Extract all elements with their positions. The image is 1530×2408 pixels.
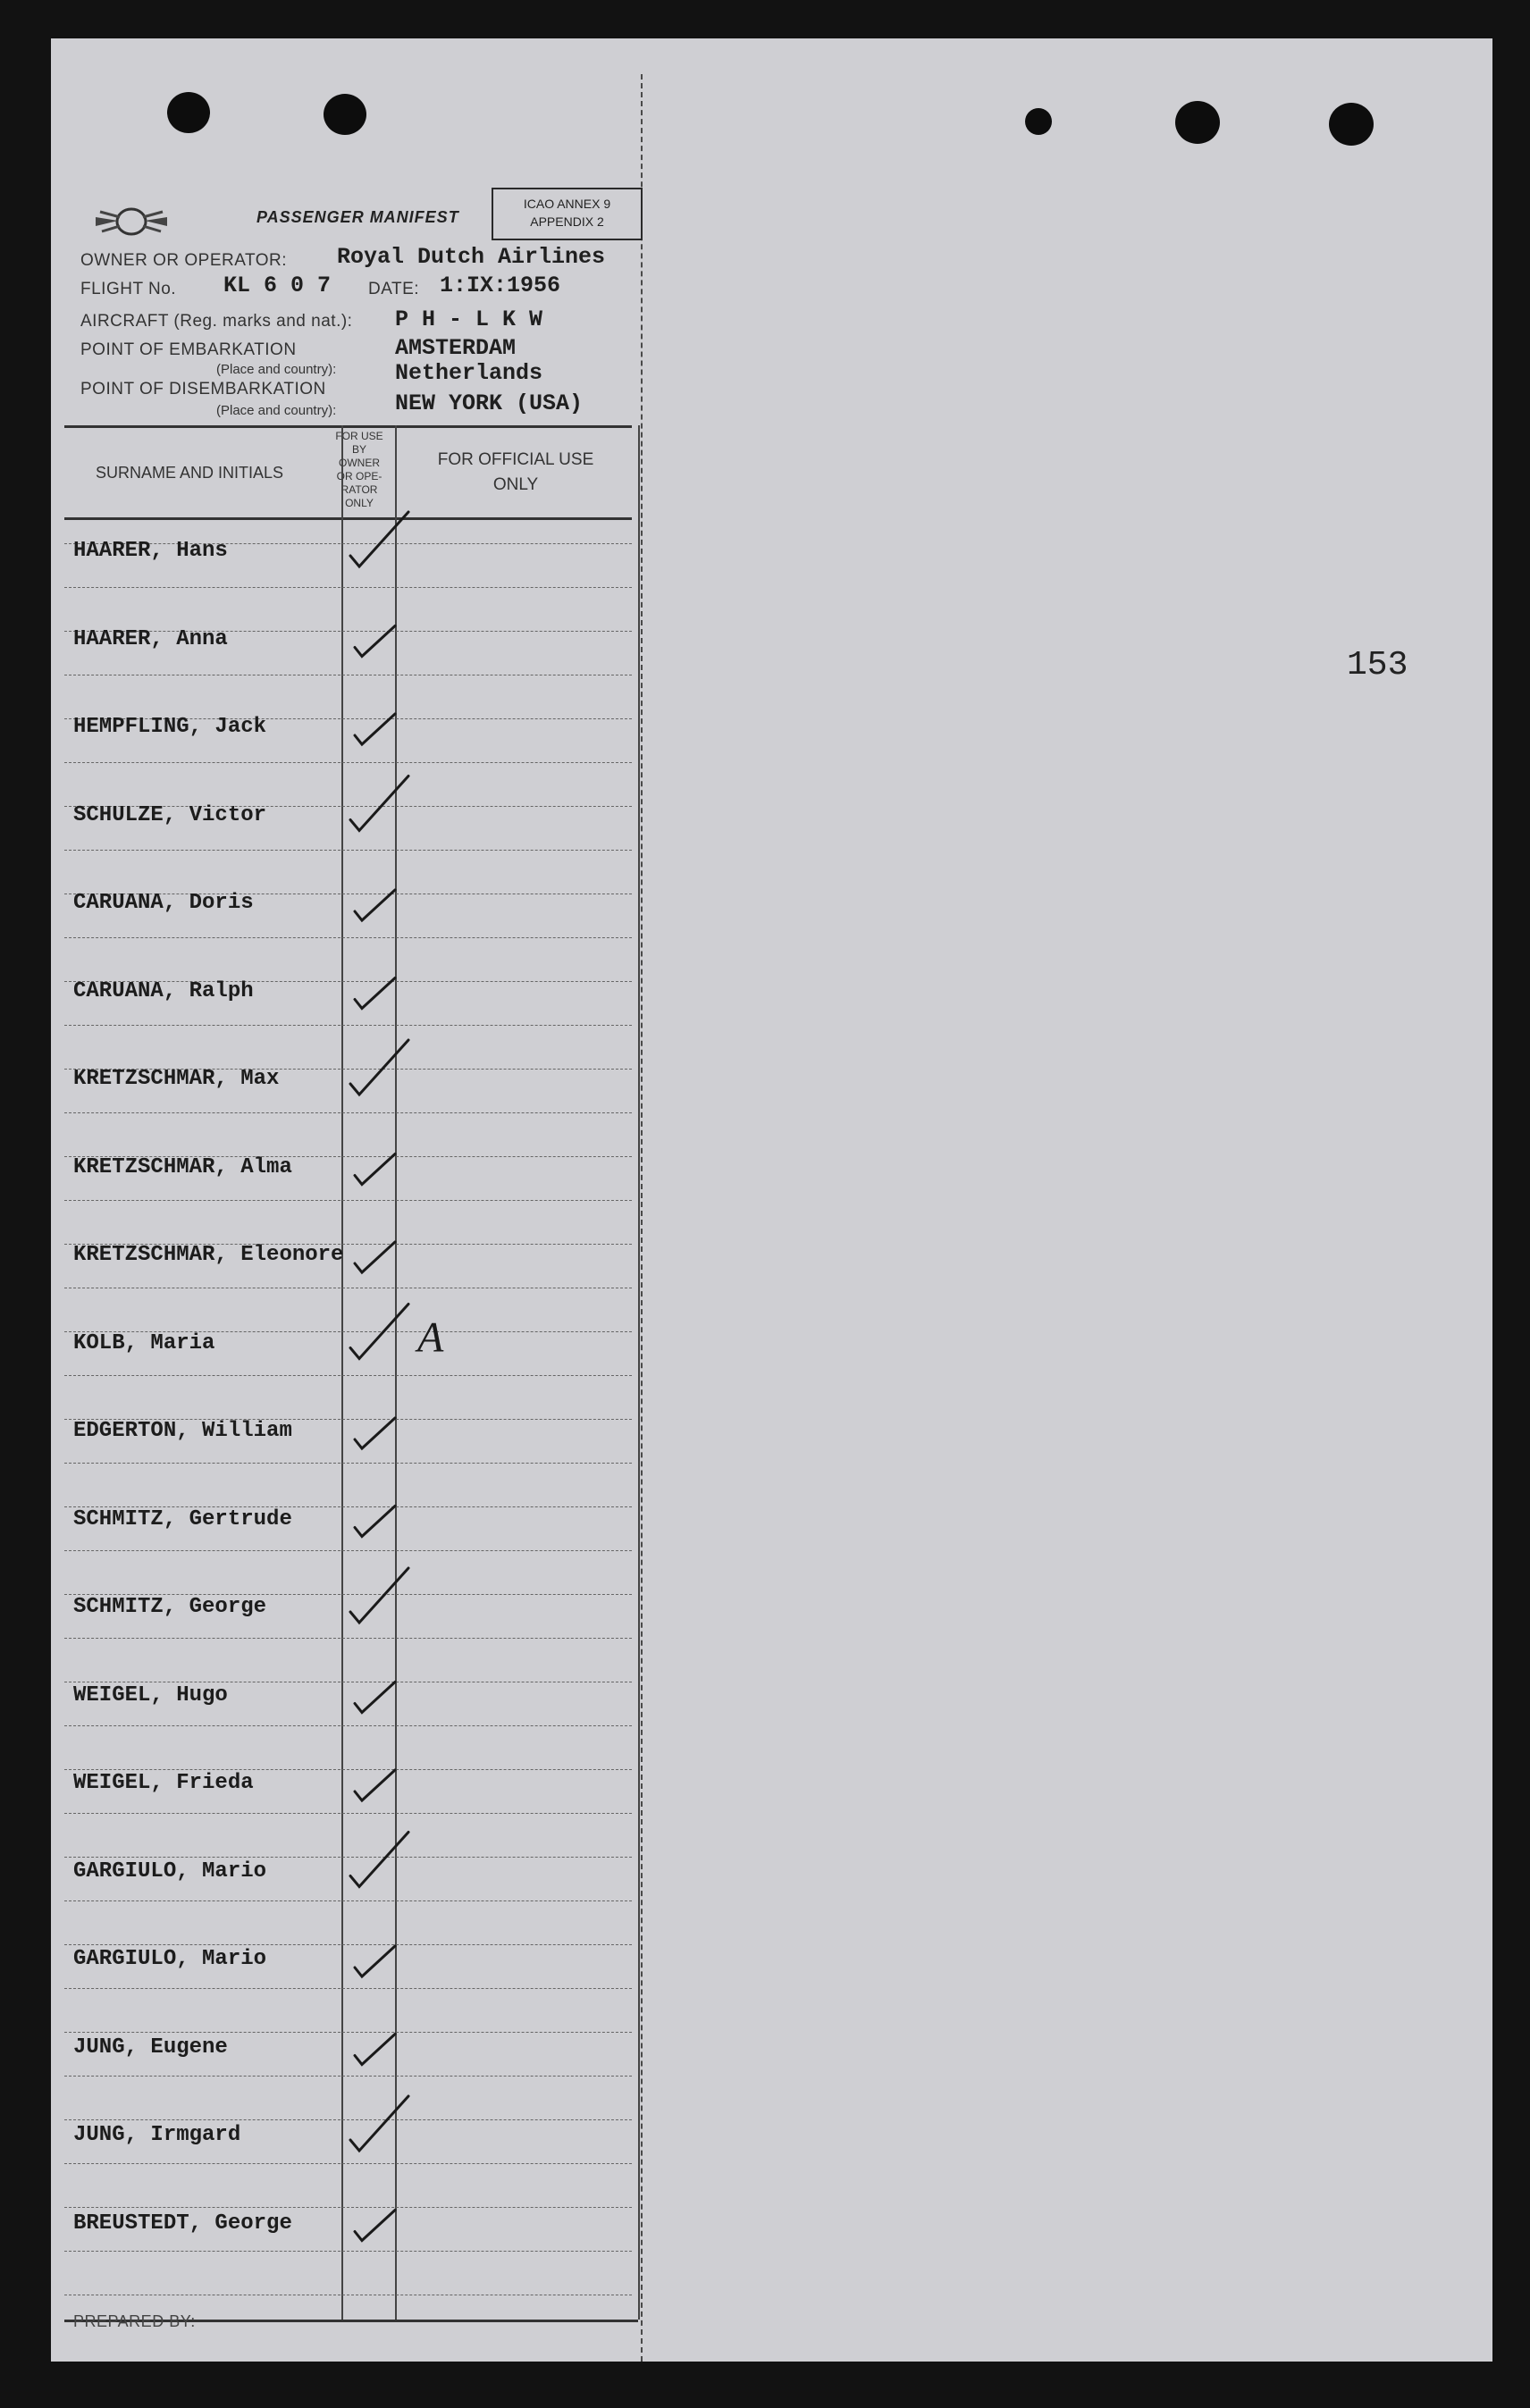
passenger-name: SCHULZE, Victor (73, 802, 267, 827)
passenger-name: KOLB, Maria (73, 1330, 215, 1355)
passenger-name: WEIGEL, Hugo (73, 1682, 228, 1707)
check-marks (51, 38, 1492, 2362)
passenger-name: BREUSTEDT, George (73, 2211, 292, 2236)
embarkation-country: Netherlands (395, 360, 543, 386)
embarkation-sub: (Place and country): (216, 362, 337, 377)
flight-label: FLIGHT No. (80, 280, 177, 298)
check-mark (355, 890, 395, 920)
official-mark: A (417, 1313, 444, 1362)
check-mark (355, 626, 395, 657)
check-mark (355, 1506, 395, 1537)
aircraft-label: AIRCRAFT (Reg. marks and nat.): (80, 312, 353, 331)
check-mark (355, 1682, 395, 1713)
check-mark (350, 776, 408, 831)
passenger-name: GARGIULO, Mario (73, 1858, 267, 1884)
passenger-name: SCHMITZ, Gertrude (73, 1506, 292, 1531)
manifest-sheet (51, 38, 1492, 2362)
check-mark (355, 714, 395, 744)
owner-value: Royal Dutch Airlines (337, 244, 606, 270)
column-official-use-line: ONLY (492, 475, 539, 494)
passenger-name: KRETZSCHMAR, Max (73, 1067, 280, 1091)
check-mark (350, 1833, 408, 1887)
check-mark (355, 1946, 395, 1976)
check-mark (350, 512, 408, 566)
owner-label: OWNER OR OPERATOR: (80, 251, 288, 270)
passenger-name: HAARER, Hans (73, 539, 228, 563)
embarkation-city: AMSTERDAM (395, 335, 517, 361)
column-owner-use-line: ONLY (345, 497, 374, 509)
passenger-name: WEIGEL, Frieda (73, 1771, 254, 1795)
flight-date: 1:IX:1956 (440, 273, 561, 298)
passenger-name: EDGERTON, William (73, 1419, 292, 1443)
flight-number: KL 6 0 7 (223, 273, 332, 298)
check-mark (355, 978, 395, 1009)
disembarkation-label: POINT OF DISEMBARKATION (80, 380, 326, 399)
passenger-name: CARUANA, Ralph (73, 978, 254, 1003)
check-mark (350, 1568, 408, 1623)
check-mark (350, 1305, 408, 1359)
check-mark (355, 2211, 395, 2241)
check-mark (355, 2035, 395, 2065)
check-mark (355, 1418, 395, 1448)
check-mark (355, 1770, 395, 1800)
passenger-name: JUNG, Irmgard (73, 2123, 241, 2147)
disembarkation-sub: (Place and country): (216, 403, 337, 418)
passenger-name: KRETZSCHMAR, Eleonore (73, 1243, 344, 1267)
passenger-name: HEMPFLING, Jack (73, 715, 267, 739)
icao-annex: ICAO ANNEX 9 (523, 197, 611, 211)
disembarkation-value: NEW YORK (USA) (395, 390, 584, 416)
passenger-name: SCHMITZ, George (73, 1595, 267, 1619)
check-mark (355, 1242, 395, 1272)
column-owner-use-line: OWNER (339, 457, 380, 469)
check-mark (355, 1154, 395, 1185)
embarkation-label: POINT OF EMBARKATION (80, 340, 297, 359)
check-mark (350, 2096, 408, 2151)
passenger-name: JUNG, Eugene (73, 2035, 228, 2060)
column-official-use-line: FOR OFFICIAL USE (437, 450, 594, 469)
column-surname: SURNAME AND INITIALS (95, 464, 284, 482)
column-owner-use-line: OR OPE- (336, 470, 382, 482)
column-owner-use-line: FOR USE (335, 430, 383, 442)
column-owner-use-line: RATOR (340, 483, 378, 496)
passenger-name: HAARER, Anna (73, 626, 228, 651)
passenger-name: KRETZSCHMAR, Alma (73, 1154, 292, 1179)
passenger-name: GARGIULO, Mario (73, 1947, 267, 1971)
page-number: 153 (1347, 646, 1408, 684)
check-mark (350, 1040, 408, 1095)
column-owner-use-line: BY (351, 443, 366, 456)
date-label: DATE: (368, 280, 420, 298)
prepared-by-label: PREPARED BY: (73, 2312, 196, 2330)
icao-appendix: APPENDIX 2 (530, 214, 604, 229)
manifest-title: PASSENGER MANIFEST (256, 208, 459, 226)
passenger-name: CARUANA, Doris (73, 891, 254, 915)
aircraft-registration: P H - L K W (395, 306, 543, 332)
